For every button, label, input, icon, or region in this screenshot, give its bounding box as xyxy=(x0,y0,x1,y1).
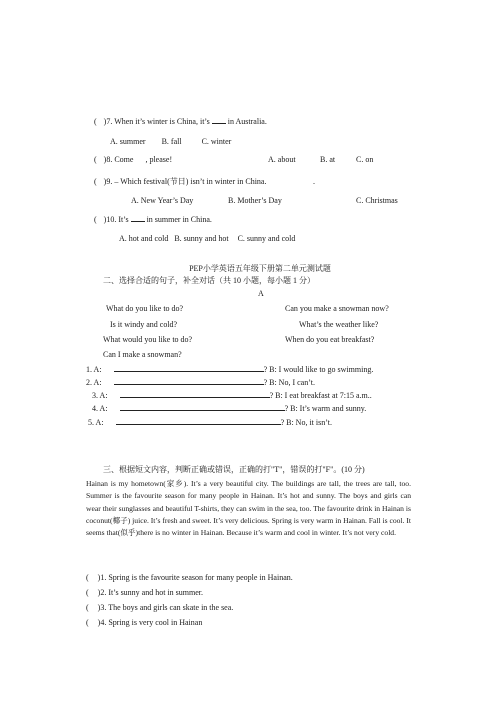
answer-paren[interactable]: ( xyxy=(86,618,89,627)
option-sentence-7: Can I make a snowman? xyxy=(103,350,182,359)
question-text-end: , please! xyxy=(145,155,173,164)
question-text: When it’s winter is China, it’s xyxy=(114,117,210,126)
answer-blank[interactable] xyxy=(212,115,226,124)
item-number: 4. A: xyxy=(92,404,108,413)
question-number: )9. xyxy=(103,177,113,186)
answer-paren[interactable]: ( xyxy=(94,155,97,164)
item-text: The boys and girls can skate in the sea. xyxy=(108,603,234,612)
option-sentence-3: Is it windy and cold? xyxy=(110,320,178,329)
dialogue-item-2 xyxy=(86,376,315,388)
answer-blank[interactable] xyxy=(120,402,285,411)
section-2-heading: 二、选择合适的句子，补全对话（共 10 小题，每小题 1 分） xyxy=(103,276,315,285)
question-8 xyxy=(94,155,414,165)
question-text: Come xyxy=(114,155,134,164)
answer-paren[interactable]: ( xyxy=(86,573,89,582)
option-c: C. winter xyxy=(201,137,232,146)
item-text: Spring is very cool in Hainan xyxy=(108,618,203,627)
option-c: C. sunny and cold xyxy=(237,234,296,243)
answer-blank[interactable] xyxy=(131,213,145,222)
answer-paren[interactable]: ( xyxy=(94,215,97,224)
option-b: B. sunny and hot xyxy=(174,234,229,243)
answer-blank[interactable] xyxy=(114,376,264,385)
dialogue-item-3 xyxy=(92,389,372,401)
section-2-letter: A xyxy=(258,289,264,298)
page-title: PEP小学英语五年级下册第二单元测试题 xyxy=(189,264,331,273)
item-number: )1. xyxy=(97,573,107,582)
item-number: )2. xyxy=(97,588,107,597)
answer-paren[interactable]: ( xyxy=(94,177,97,186)
trailing-dot: . xyxy=(313,177,315,186)
answer-paren[interactable]: ( xyxy=(86,603,89,612)
answer-paren[interactable]: ( xyxy=(86,588,89,597)
item-reply: ? B: I would like to go swimming. xyxy=(263,365,374,374)
item-reply: ? B: I eat breakfast at 7:15 a.m.. xyxy=(269,391,372,400)
question-10 xyxy=(94,213,212,225)
item-number: )4. xyxy=(97,618,107,627)
option-b: B. at xyxy=(320,155,336,164)
option-sentence-6: When do you eat breakfast? xyxy=(285,335,375,344)
item-reply: ? B: It’s warm and sunny. xyxy=(284,404,367,413)
question-text-end: in summer in China. xyxy=(146,215,212,224)
dialogue-item-1 xyxy=(86,363,373,375)
option-sentence-5: What would you like to do? xyxy=(103,335,193,344)
tf-item-1 xyxy=(86,573,293,583)
question-10-options xyxy=(119,234,295,244)
option-c: C. Christmas xyxy=(356,196,398,205)
item-number: )3. xyxy=(97,603,107,612)
item-number: 3. A: xyxy=(92,391,108,400)
item-text: It’s sunny and hot in summer. xyxy=(108,588,204,597)
question-number: )7. xyxy=(103,117,113,126)
dialogue-item-5 xyxy=(88,416,332,428)
item-text: Spring is the favourite season for many people in Hainan. xyxy=(108,573,293,582)
item-reply: ? B: No, I can’t. xyxy=(263,378,315,387)
option-b: B. fall xyxy=(161,137,182,146)
item-number: 5. A: xyxy=(88,418,104,427)
question-number: )8. xyxy=(103,155,113,164)
item-number: 1. A: xyxy=(86,365,102,374)
question-7 xyxy=(94,115,267,127)
option-sentence-2: Can you make a snowman now? xyxy=(285,304,389,313)
answer-paren[interactable]: ( xyxy=(94,117,97,126)
question-9 xyxy=(94,177,334,187)
question-text: – Which festival(节日) isn’t in winter in China. xyxy=(114,177,267,186)
item-number: 2. A: xyxy=(86,378,102,387)
option-sentence-4: What’s the weather like? xyxy=(299,320,379,329)
answer-blank[interactable] xyxy=(120,389,270,398)
answer-blank[interactable] xyxy=(116,416,281,425)
tf-item-4 xyxy=(86,618,202,628)
question-7-options xyxy=(110,137,231,147)
dialogue-item-4 xyxy=(92,402,366,414)
question-text: It’s xyxy=(118,215,129,224)
tf-item-3 xyxy=(86,603,233,613)
question-9-options xyxy=(131,196,411,206)
reading-passage: Hainan is my hometown(家乡). It’s a very beautiful city. The buildings are tall, the trees are tall, too. Summer is the favourite season for many people in Hainan. It’s hot and sunny. The boys and girls can wear their sunglasses and beautiful T-shirts, they can swim in the sea, too. The favourite drink in Hainan is coconut(椰子) juice. It’s fresh and sweet. It’s very delicious. Spring is very warm in Hainan. Fall is cool. It seems that(似乎)there is no winter in Hainan. Because it’s warm and cool in winter. It’s not very cold. xyxy=(86,479,411,538)
item-reply: ? B: No, it isn’t. xyxy=(280,418,332,427)
option-a: A. New Year’s Day xyxy=(131,196,194,205)
option-b: B. Mother’s Day xyxy=(228,196,282,205)
answer-blank[interactable] xyxy=(114,363,264,372)
tf-item-2 xyxy=(86,588,203,598)
option-c: C. on xyxy=(356,155,374,164)
option-a: A. hot and cold xyxy=(119,234,169,243)
question-text-end: in Australia. xyxy=(227,117,267,126)
option-sentence-1: What do you like to do? xyxy=(106,304,184,313)
option-a: A. summer xyxy=(110,137,146,146)
question-number: )10. xyxy=(103,215,117,224)
option-a: A. about xyxy=(268,155,296,164)
section-3-heading: 三、根据短文内容，判断正确或错误，正确的打"T"，错误的打"F"。(10 分) xyxy=(103,465,365,474)
